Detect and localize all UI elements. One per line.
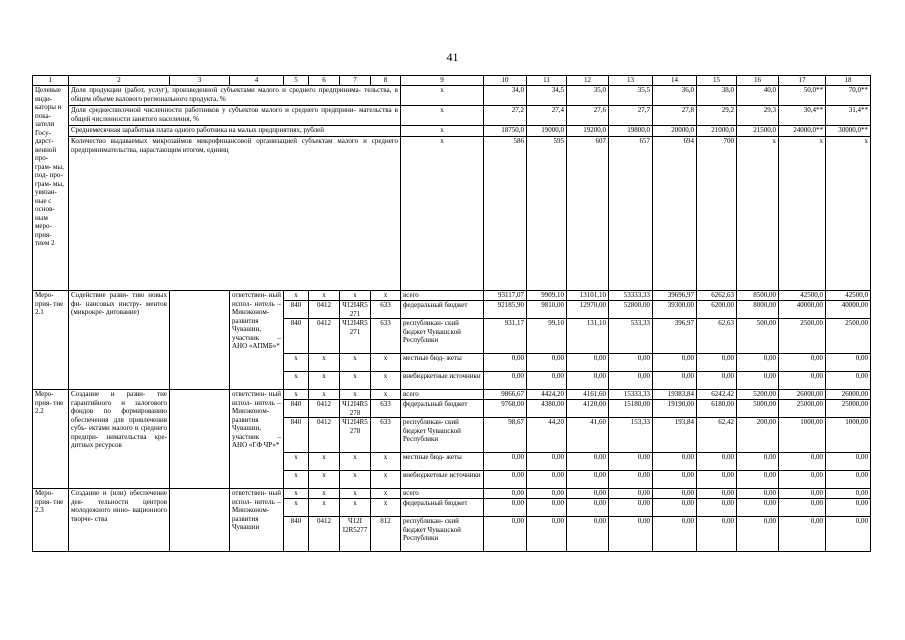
funding-value: 0,00 [527, 489, 567, 499]
funding-value: 0,00 [697, 453, 737, 471]
column-header: 2 [69, 76, 170, 86]
funding-source: всего [401, 291, 484, 301]
measure-label: Меро- прия- тие 2.2 [33, 390, 69, 489]
indicator-value: 40,0 [737, 86, 779, 106]
code-target-article: х [340, 390, 371, 400]
funding-value: 44,20 [527, 418, 567, 453]
funding-value: 0,00 [567, 499, 609, 517]
funding-value: 0,00 [737, 517, 779, 552]
funding-source: республикан- ский бюджет Чувашской Республики [401, 319, 484, 354]
indicator-value: 586 [484, 137, 527, 291]
funding-value: 0,00 [484, 453, 527, 471]
code-grbs: х [284, 291, 309, 301]
code-target-article: х [340, 499, 371, 517]
funding-value: 0,00 [826, 471, 871, 489]
code-target-article: х [340, 453, 371, 471]
indicator-source: х [401, 106, 484, 126]
funding-value: 0,00 [609, 489, 653, 499]
indicator-value: 18750,0 [484, 126, 527, 137]
code-section: х [309, 372, 340, 390]
measure-label: Меро- прия- тие 2.3 [33, 489, 69, 552]
code-section: 0412 [309, 400, 340, 418]
funding-value: 0,00 [826, 499, 871, 517]
column-header: 9 [401, 76, 484, 86]
column-header: 7 [340, 76, 371, 86]
code-grbs: х [284, 354, 309, 372]
code-expense-type: 812 [371, 517, 401, 552]
indicator-value: 19800,0 [609, 126, 653, 137]
measure-description: Содействие разви- тию новых фи- нансовых инстру- ментов (микрокре- дитование) [69, 291, 170, 390]
indicator-value: 27,4 [527, 106, 567, 126]
funding-value: 0,00 [697, 517, 737, 552]
code-expense-type: 633 [371, 319, 401, 354]
indicator-name: Доля продукции (работ, услуг), произведенной субъектами малого и среднего предпринима- тельства, в общем объеме валового регионального продукта, % [69, 86, 401, 106]
indicator-value: 27,6 [567, 106, 609, 126]
funding-value: 6262,63 [697, 291, 737, 301]
measure-empty-cell [170, 291, 230, 390]
funding-value: 0,00 [527, 499, 567, 517]
indicator-value: х [826, 137, 871, 291]
funding-value: 39696,97 [653, 291, 697, 301]
indicator-value: 21000,0 [697, 126, 737, 137]
funding-value: 0,00 [527, 471, 567, 489]
funding-value: 1000,00 [779, 418, 826, 453]
page-number: 41 [446, 50, 459, 64]
funding-value: 40000,00 [826, 301, 871, 319]
funding-source: федеральный бюджет [401, 400, 484, 418]
indicator-value: 595 [527, 137, 567, 291]
funding-value: 99,10 [527, 319, 567, 354]
code-grbs: х [284, 489, 309, 499]
code-expense-type: х [371, 489, 401, 499]
table-row [33, 137, 871, 291]
funding-value: 500,00 [737, 319, 779, 354]
indicator-value: 657 [609, 137, 653, 291]
code-section: х [309, 354, 340, 372]
funding-value: 0,00 [779, 499, 826, 517]
column-header: 10 [484, 76, 527, 86]
table-row [33, 291, 871, 301]
code-target-article: Ч12I4R5 278 [340, 400, 371, 418]
funding-value: 0,00 [653, 453, 697, 471]
funding-value: 41,60 [567, 418, 609, 453]
indicator-source: х [401, 86, 484, 106]
funding-value: 0,00 [609, 471, 653, 489]
column-header: 18 [826, 76, 871, 86]
funding-value: 131,10 [567, 319, 609, 354]
funding-value: 8500,00 [737, 291, 779, 301]
code-expense-type: х [371, 453, 401, 471]
code-target-article: Ч12I4R5 271 [340, 319, 371, 354]
funding-value: 92185,90 [484, 301, 527, 319]
indicator-value: 694 [653, 137, 697, 291]
code-expense-type: 633 [371, 400, 401, 418]
code-expense-type: х [371, 471, 401, 489]
table-row [33, 390, 871, 400]
funding-value: 4161,60 [567, 390, 609, 400]
funding-value: 0,00 [697, 489, 737, 499]
funding-value: 0,00 [653, 372, 697, 390]
funding-value: 0,00 [779, 354, 826, 372]
funding-value: 0,00 [527, 453, 567, 471]
code-expense-type: х [371, 354, 401, 372]
column-header: 4 [230, 76, 284, 86]
indicator-value: х [779, 137, 826, 291]
indicator-value: 38,0 [697, 86, 737, 106]
funding-value: 19190,00 [653, 400, 697, 418]
funding-value: 0,00 [609, 517, 653, 552]
funding-value: 0,00 [567, 372, 609, 390]
funding-value: 4120,00 [567, 400, 609, 418]
funding-value: 0,00 [484, 354, 527, 372]
funding-value: 5200,00 [737, 390, 779, 400]
table-row [33, 106, 871, 126]
table-row [33, 489, 871, 499]
measure-empty-cell [170, 390, 230, 489]
code-expense-type: х [371, 390, 401, 400]
code-expense-type: 633 [371, 418, 401, 453]
funding-value: 2500,00 [779, 319, 826, 354]
indicators-label: Целевые инди- каторы и пока- затели Госу- дарст- венной про- грам- мы, под- про- грам- мы, увязан- ные с основ- ным меро- прия- тием 2 [33, 86, 69, 291]
code-grbs: х [284, 471, 309, 489]
funding-value: 40000,00 [779, 301, 826, 319]
code-target-article: Ч12I4R5 271 [340, 301, 371, 319]
indicator-value: 27,7 [609, 106, 653, 126]
funding-value: 0,00 [737, 489, 779, 499]
indicator-value: 27,2 [484, 106, 527, 126]
funding-value: 0,00 [567, 354, 609, 372]
funding-value: 6242,42 [697, 390, 737, 400]
funding-value: 0,00 [484, 517, 527, 552]
funding-value: 0,00 [527, 517, 567, 552]
funding-source: федеральный бюджет [401, 499, 484, 517]
funding-source: всего [401, 390, 484, 400]
code-target-article: х [340, 372, 371, 390]
code-section: х [309, 471, 340, 489]
funding-value: 0,00 [653, 517, 697, 552]
indicator-source: х [401, 137, 484, 291]
funding-value: 0,00 [779, 453, 826, 471]
column-header: 1 [33, 76, 69, 86]
code-section: 0412 [309, 319, 340, 354]
funding-value: 0,00 [737, 354, 779, 372]
code-expense-type: х [371, 372, 401, 390]
funding-value: 0,00 [779, 372, 826, 390]
funding-value: 0,00 [567, 517, 609, 552]
funding-source: республикан- ский бюджет Чувашской Республики [401, 517, 484, 552]
indicator-source: х [401, 126, 484, 137]
funding-value: 931,17 [484, 319, 527, 354]
indicator-value: 50,0** [779, 86, 826, 106]
column-header: 8 [371, 76, 401, 86]
code-expense-type: 633 [371, 301, 401, 319]
funding-value: 42500,0 [826, 291, 871, 301]
funding-value: 13101,10 [567, 291, 609, 301]
column-header: 13 [609, 76, 653, 86]
funding-value: 396,97 [653, 319, 697, 354]
code-grbs: х [284, 372, 309, 390]
funding-value: 153,33 [609, 418, 653, 453]
funding-value: 0,00 [779, 471, 826, 489]
funding-value: 0,00 [737, 372, 779, 390]
measure-empty-cell [170, 489, 230, 552]
indicator-value: 29,3 [737, 106, 779, 126]
indicator-value: х [737, 137, 779, 291]
indicator-value: 21500,0 [737, 126, 779, 137]
funding-source: внебюджетные источники [401, 471, 484, 489]
column-header: 14 [653, 76, 697, 86]
code-expense-type: х [371, 499, 401, 517]
column-header: 17 [779, 76, 826, 86]
funding-value: 39300,00 [653, 301, 697, 319]
funding-value: 42500,0 [779, 291, 826, 301]
funding-value: 0,00 [653, 489, 697, 499]
funding-value: 0,00 [653, 471, 697, 489]
funding-value: 9768,00 [484, 400, 527, 418]
indicator-value: 35,5 [609, 86, 653, 106]
funding-value: 62,42 [697, 418, 737, 453]
funding-value: 0,00 [779, 517, 826, 552]
funding-value: 98,67 [484, 418, 527, 453]
program-table [32, 75, 871, 552]
funding-value: 0,00 [567, 471, 609, 489]
funding-value: 26000,00 [779, 390, 826, 400]
funding-value: 0,00 [567, 453, 609, 471]
funding-source: федеральный бюджет [401, 301, 484, 319]
funding-value: 0,00 [737, 453, 779, 471]
code-grbs: х [284, 390, 309, 400]
code-grbs: 840 [284, 319, 309, 354]
funding-value: 0,00 [653, 354, 697, 372]
funding-value: 12970,00 [567, 301, 609, 319]
funding-value: 53333,33 [609, 291, 653, 301]
column-header: 11 [527, 76, 567, 86]
code-section: х [309, 291, 340, 301]
measure-label: Меро- прия- тие 2.1 [33, 291, 69, 390]
funding-value: 0,00 [826, 354, 871, 372]
funding-source: всего [401, 489, 484, 499]
code-target-article: х [340, 291, 371, 301]
indicator-name: Доля среднесписочной численности работников у субъектов малого и среднего предприни- мательства в общей численности занятого населения, % [69, 106, 401, 126]
table-row [33, 76, 871, 86]
measure-description: Создание и (или) обеспечение дея- тельности центров молодежного инно- вационного творче- ства [69, 489, 170, 552]
code-grbs: 840 [284, 418, 309, 453]
funding-source: местные бюд- жеты [401, 453, 484, 471]
funding-value: 19383,84 [653, 390, 697, 400]
funding-value: 0,00 [826, 372, 871, 390]
code-grbs: х [284, 499, 309, 517]
funding-value: 93117,07 [484, 291, 527, 301]
funding-value: 0,00 [697, 499, 737, 517]
indicator-value: 30000,0** [826, 126, 871, 137]
funding-value: 62,63 [697, 319, 737, 354]
indicator-value: 30,4** [779, 106, 826, 126]
code-target-article: х [340, 489, 371, 499]
funding-value: 9810,00 [527, 301, 567, 319]
indicator-value: 27,8 [653, 106, 697, 126]
indicator-value: 36,0 [653, 86, 697, 106]
funding-value: 0,00 [527, 372, 567, 390]
code-target-article: Ч12I I2R5277 [340, 517, 371, 552]
funding-value: 6180,00 [697, 400, 737, 418]
funding-value: 2500,00 [826, 319, 871, 354]
code-grbs: 840 [284, 517, 309, 552]
indicator-value: 34,5 [527, 86, 567, 106]
code-section: х [309, 499, 340, 517]
funding-value: 0,00 [609, 372, 653, 390]
funding-value: 0,00 [527, 354, 567, 372]
table-row [33, 126, 871, 137]
funding-value: 0,00 [484, 489, 527, 499]
measure-executor: ответствен- ный испол- нитель – Минэконом- развития Чувашии [230, 489, 284, 552]
funding-value: 533,33 [609, 319, 653, 354]
funding-value: 4380,00 [527, 400, 567, 418]
funding-value: 0,00 [609, 453, 653, 471]
funding-value: 0,00 [779, 489, 826, 499]
indicator-value: 70,0** [826, 86, 871, 106]
funding-value: 0,00 [484, 471, 527, 489]
table-row [33, 86, 871, 106]
funding-source: внебюджетные источники [401, 372, 484, 390]
funding-value: 0,00 [697, 471, 737, 489]
indicator-value: 19000,0 [527, 126, 567, 137]
funding-value: 8000,00 [737, 301, 779, 319]
funding-value: 0,00 [737, 499, 779, 517]
measure-description: Создание и разви- тие гарантийного и залогового фондов по формированию обеспечения для привлечения субъ- ектами малого и среднего предпри- нимательства кре- дитных ресурсов [69, 390, 170, 489]
measure-executor: ответствен- ный испол- нитель – Минэконом- развития Чувашии, участник – АНО «АПМБ»* [230, 291, 284, 390]
indicator-value: 34,0 [484, 86, 527, 106]
funding-value: 1000,00 [826, 418, 871, 453]
indicator-value: 20000,0 [653, 126, 697, 137]
funding-value: 25000,00 [826, 400, 871, 418]
column-header: 5 [284, 76, 309, 86]
funding-value: 6200,00 [697, 301, 737, 319]
column-header: 6 [309, 76, 340, 86]
funding-value: 5000,00 [737, 400, 779, 418]
funding-value: 0,00 [826, 517, 871, 552]
funding-value: 9909,10 [527, 291, 567, 301]
column-header: 16 [737, 76, 779, 86]
funding-value: 25000,00 [779, 400, 826, 418]
indicator-value: 607 [567, 137, 609, 291]
funding-value: 4424,20 [527, 390, 567, 400]
funding-value: 26000,00 [826, 390, 871, 400]
code-section: 0412 [309, 301, 340, 319]
indicator-value: 700 [697, 137, 737, 291]
code-section: х [309, 453, 340, 471]
funding-source: местные бюд- жеты [401, 354, 484, 372]
indicator-value: 19200,0 [567, 126, 609, 137]
code-target-article: Ч12I4R5 278 [340, 418, 371, 453]
funding-value: 200,00 [737, 418, 779, 453]
code-grbs: х [284, 453, 309, 471]
funding-value: 0,00 [697, 354, 737, 372]
indicator-value: 31,4** [826, 106, 871, 126]
indicator-value: 29,2 [697, 106, 737, 126]
funding-source: республикан- ский бюджет Чувашской Республики [401, 418, 484, 453]
indicator-name: Количество выдаваемых микрозаймов микрофинансовой организацией субъектам малого и среднего предпринимательства, нарастающим итогом, единиц [69, 137, 401, 291]
code-section: 0412 [309, 418, 340, 453]
code-target-article: х [340, 354, 371, 372]
funding-value: 0,00 [484, 372, 527, 390]
funding-value: 15180,00 [609, 400, 653, 418]
funding-value: 9866,67 [484, 390, 527, 400]
measure-executor: ответствен- ный испол- нитель – Минэконом- развития Чувашии, участник – АНО «ГФ ЧР»* [230, 390, 284, 489]
code-expense-type: х [371, 291, 401, 301]
funding-value: 0,00 [826, 453, 871, 471]
column-header: 12 [567, 76, 609, 86]
funding-value: 0,00 [609, 499, 653, 517]
funding-value: 193,84 [653, 418, 697, 453]
funding-value: 0,00 [737, 471, 779, 489]
funding-value: 0,00 [609, 354, 653, 372]
code-target-article: х [340, 471, 371, 489]
funding-value: 0,00 [826, 489, 871, 499]
code-section: х [309, 390, 340, 400]
funding-value: 52800,00 [609, 301, 653, 319]
code-section: 0412 [309, 517, 340, 552]
code-grbs: 840 [284, 400, 309, 418]
funding-value: 0,00 [697, 372, 737, 390]
funding-value: 15333,33 [609, 390, 653, 400]
column-header: 3 [170, 76, 230, 86]
indicator-name: Среднемесячная заработная плата одного работника на малых предприятиях, рублей [69, 126, 401, 137]
funding-value: 0,00 [567, 489, 609, 499]
funding-value: 0,00 [653, 499, 697, 517]
column-header: 15 [697, 76, 737, 86]
indicator-value: 35,0 [567, 86, 609, 106]
indicator-value: 24000,0** [779, 126, 826, 137]
funding-value: 0,00 [484, 499, 527, 517]
code-section: х [309, 489, 340, 499]
code-grbs: 840 [284, 301, 309, 319]
